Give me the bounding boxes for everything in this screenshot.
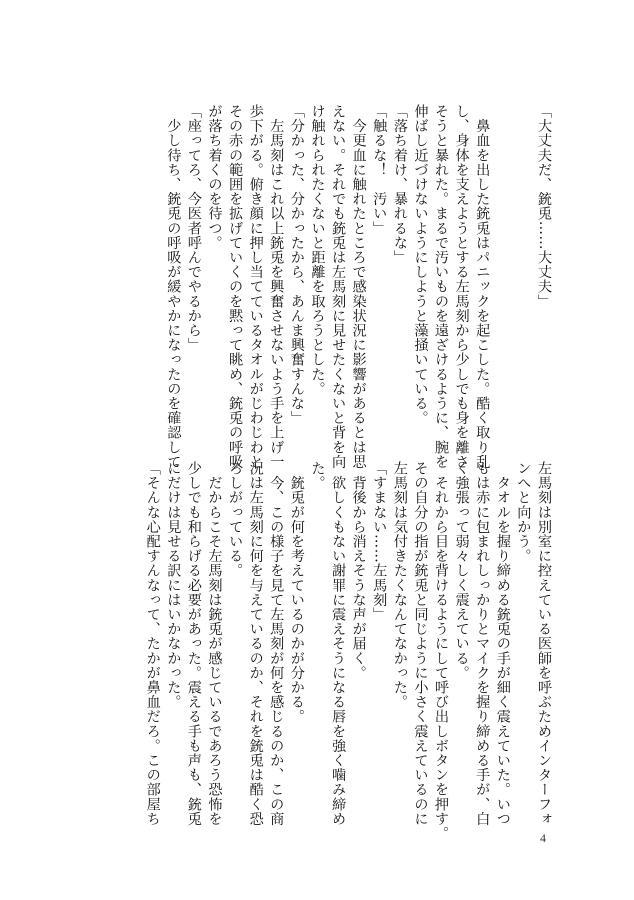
text-line: 背後から消えそうな声が届く。 [350, 461, 367, 680]
text-line: 「落ち着け、暴れるな」 [391, 104, 408, 265]
text-line: 況は左馬刻に何を与えているのか、それを銃兎は酷く恐 [247, 461, 264, 826]
text-line: それから目を背けるようにして呼び出しボタンを押す。 [433, 461, 450, 841]
text-line: 今更血に触れたところで感染状況に影響があるとは思 [350, 104, 367, 469]
text-line: 鼻血を出した銃兎はパニックを起こした。酷く取り乱 [474, 104, 491, 469]
text-line: その自分の指が銃兎と同じように小さく震えているのに [412, 461, 429, 826]
lower-text-block [144, 461, 554, 841]
text-line: 「座ってろ、今医者呼んでやるから」 [185, 104, 202, 353]
text-line: け触れられたくないと距離を取ろうとした。 [309, 104, 326, 396]
text-line: 左馬刻は別室に控えている医師を呼ぶためインターフォ [536, 461, 552, 826]
text-line: 少し待ち、銃兎の呼吸が緩やかになったのを確認して [165, 104, 182, 469]
text-line: ろしがっている。 [227, 461, 244, 578]
text-line: だからこそ左馬刻は銃兎が感じているであろう恐怖を [206, 461, 223, 826]
text-line: 「触るな！ 汚い」 [371, 104, 388, 236]
text-line: もは赤に包まれしっかりとマイクを握り締める手が、白 [474, 461, 491, 826]
text-line: し、身体を支えようとする左馬刻から少しでも身を離さ [453, 104, 470, 469]
text-line: えない。それでも銃兎は左馬刻に見せたくないと背を向 [330, 104, 347, 469]
text-line: タオルを握り締める銃兎の手が細く震えていた。いつ [494, 461, 511, 826]
text-line: 今、この様子を見て左馬刻が何を感じるのか、この商 [268, 461, 285, 826]
text-line: 少しでも和らげる必要があった。震える手も声も、銃兎 [185, 461, 202, 826]
text-line: が落ち着くのを待つ。 [206, 104, 223, 250]
text-line: 「大丈夫だ、銃兎……大丈夫」 [536, 104, 552, 309]
text-line: 伸ばし近づけないようにしようと藻掻いている。 [412, 104, 429, 426]
text-line: 「そんな心配すんなって、たかが鼻血だろ。この部屋ち [144, 461, 161, 826]
text-line: そうと暴れた。まるで汚いものを遠ざけるように、腕を [433, 104, 450, 469]
page-number: 4 [540, 831, 546, 845]
text-line: 銃兎が何を考えているのかが分かる。 [288, 461, 305, 724]
text-line [492, 104, 513, 444]
text-line: 左馬刻は気付きたくなんてなかった。 [391, 461, 408, 710]
text-line: ンへと向かう。 [515, 461, 532, 564]
text-line: 「すまない……左馬刻」 [371, 461, 388, 622]
text-line: 左馬刻はこれ以上銃兎を興奮させないよう手を上げ一 [268, 104, 285, 469]
upper-text-block [64, 104, 554, 469]
text-line: く強張って弱々しく震えている。 [453, 461, 470, 680]
text-line [513, 104, 534, 444]
text-line: 「分かった、分かったから、あんま興奮すんな」 [288, 104, 305, 426]
text-line: その赤の範囲を拡げていくのを黙って眺め、銃兎の呼吸 [227, 104, 244, 469]
text-line: にだけは見せる訳にはいかなかった。 [165, 461, 182, 710]
text-line: た。 [309, 461, 326, 491]
text-line: 欲しくもない謝罪に震えそうになる唇を強く噛み締め [330, 461, 347, 826]
text-line: 歩下がる。俯き顔に押し当てているタオルがじわじわと [247, 104, 264, 469]
